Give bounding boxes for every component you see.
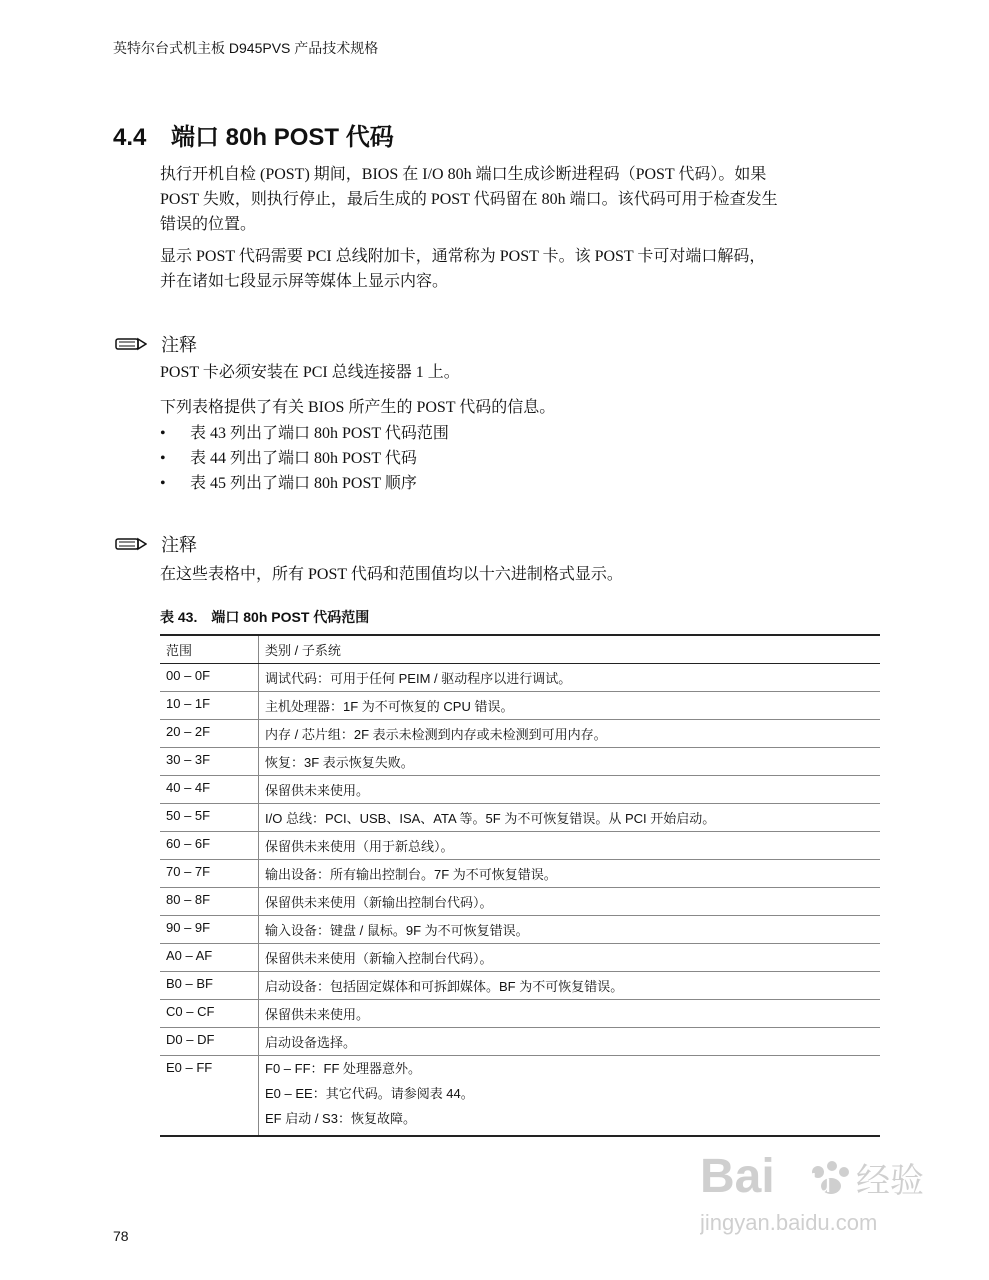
description-cell: 恢复：3F 表示恢复失败。 (259, 748, 881, 776)
watermark-text: 经验 (856, 1161, 924, 1201)
list-item-text: 表 45 列出了端口 80h POST 顺序 (190, 475, 417, 492)
column-header-range: 范围 (160, 635, 259, 664)
section-title-text: 端口 80h POST 代码 (171, 124, 394, 151)
description-cell: 主机处理器：1F 为不可恢复的 CPU 错误。 (259, 692, 881, 720)
table-reference-list (160, 421, 449, 496)
range-cell: 00 – 0F (160, 664, 259, 692)
range-cell: 30 – 3F (160, 748, 259, 776)
paragraph-line: 并在诸如七段显示屏等媒体上显示内容。 (160, 273, 449, 290)
range-cell: E0 – FF (160, 1056, 259, 1137)
description-cell (259, 1056, 881, 1137)
description-cell: 内存 / 芯片组：2F 表示未检测到内存或未检测到可用内存。 (259, 720, 881, 748)
description-cell: 保留供未来使用（新输入控制台代码）。 (259, 944, 881, 972)
description-cell: 输出设备：所有输出控制台。7F 为不可恢复错误。 (259, 860, 881, 888)
watermark-text: Bai (700, 1150, 775, 1203)
table-row (160, 832, 880, 860)
table-header-row (160, 635, 880, 664)
pencil-icon (115, 535, 147, 553)
bullet-icon: • (160, 425, 166, 442)
bullet-icon: • (160, 450, 166, 467)
section-title (113, 117, 394, 152)
table-row (160, 776, 880, 804)
table-row (160, 888, 880, 916)
list-item (160, 446, 449, 471)
note-label: 注释 (161, 335, 197, 355)
description-cell: 调试代码：可用于任何 PEIM / 驱动程序以进行调试。 (259, 664, 881, 692)
description-line: E0 – EE：其它代码。请参阅表 44。 (265, 1086, 474, 1101)
table-caption-label: 表 43. (160, 609, 198, 625)
description-cell: 启动设备：包括固定媒体和可拆卸媒体。BF 为不可恢复错误。 (259, 972, 881, 1000)
list-item (160, 421, 449, 446)
table-row (160, 916, 880, 944)
table-caption (160, 607, 369, 627)
description-cell: 启动设备选择。 (259, 1028, 881, 1056)
note-text-1: POST 卡必须安装在 PCI 总线连接器 1 上。 (160, 364, 460, 381)
paragraph-post-card (160, 244, 860, 294)
note-label: 注释 (161, 535, 197, 555)
range-cell: C0 – CF (160, 1000, 259, 1028)
description-cell: 输入设备：键盘 / 鼠标。9F 为不可恢复错误。 (259, 916, 881, 944)
range-cell: 20 – 2F (160, 720, 259, 748)
table-row (160, 944, 880, 972)
list-item-text: 表 44 列出了端口 80h POST 代码 (190, 450, 417, 467)
baidu-jingyan-watermark (700, 1130, 940, 1250)
range-cell: A0 – AF (160, 944, 259, 972)
description-cell: 保留供未来使用（用于新总线）。 (259, 832, 881, 860)
description-cell: 保留供未来使用。 (259, 776, 881, 804)
paragraph-line: 执行开机自检 (POST) 期间，BIOS 在 I/O 80h 端口生成诊断进程码（POST 代码）。如果 (160, 166, 767, 183)
description-line: EF 启动 / S3：恢复故障。 (265, 1111, 416, 1126)
watermark-text: du (802, 1168, 831, 1198)
range-cell: D0 – DF (160, 1028, 259, 1056)
range-cell: 90 – 9F (160, 916, 259, 944)
description-cell: I/O 总线：PCI、USB、ISA、ATA 等。5F 为不可恢复错误。从 PCI 开始启动。 (259, 804, 881, 832)
paragraph-line: 显示 POST 代码需要 PCI 总线附加卡，通常称为 POST 卡。该 POST 卡可对端口解码， (160, 248, 766, 265)
intro-list-text: 下列表格提供了有关 BIOS 所产生的 POST 代码的信息。 (160, 399, 556, 416)
description-cell: 保留供未来使用（新输出控制台代码）。 (259, 888, 881, 916)
table-row (160, 804, 880, 832)
table-row (160, 1056, 880, 1137)
range-cell: 80 – 8F (160, 888, 259, 916)
post-code-range-table (160, 634, 880, 1137)
page-header: 英特尔台式机主板 D945PVS 产品技术规格 (113, 40, 379, 56)
pencil-icon (115, 335, 147, 353)
section-number: 4.4 (113, 124, 147, 151)
range-cell: 40 – 4F (160, 776, 259, 804)
description-cell: 保留供未来使用。 (259, 1000, 881, 1028)
table-row (160, 1000, 880, 1028)
table-row (160, 1028, 880, 1056)
table-row (160, 692, 880, 720)
note-heading-1 (115, 331, 197, 357)
bullet-icon: • (160, 475, 166, 492)
range-cell: 10 – 1F (160, 692, 259, 720)
watermark-url: jingyan.baidu.com (700, 1210, 878, 1235)
range-cell: 50 – 5F (160, 804, 259, 832)
paragraph-line: 错误的位置。 (160, 216, 257, 233)
range-cell: 60 – 6F (160, 832, 259, 860)
paragraph-post-intro (160, 162, 860, 237)
note-text-2: 在这些表格中，所有 POST 代码和范围值均以十六进制格式显示。 (160, 566, 623, 583)
table-row (160, 748, 880, 776)
paragraph-line: POST 失败，则执行停止，最后生成的 POST 代码留在 80h 端口。该代码可用于检查发生 (160, 191, 778, 208)
description-line: F0 – FF：FF 处理器意外。 (265, 1061, 422, 1076)
note-heading-2 (115, 531, 197, 557)
table-row (160, 664, 880, 692)
table-row (160, 860, 880, 888)
column-header-category: 类别 / 子系统 (259, 635, 881, 664)
table-row (160, 720, 880, 748)
range-cell: 70 – 7F (160, 860, 259, 888)
list-item (160, 471, 449, 496)
range-cell: B0 – BF (160, 972, 259, 1000)
list-item-text: 表 43 列出了端口 80h POST 代码范围 (190, 425, 449, 442)
table-row (160, 972, 880, 1000)
page-number: 78 (113, 1228, 129, 1244)
table-caption-title: 端口 80h POST 代码范围 (211, 609, 370, 625)
